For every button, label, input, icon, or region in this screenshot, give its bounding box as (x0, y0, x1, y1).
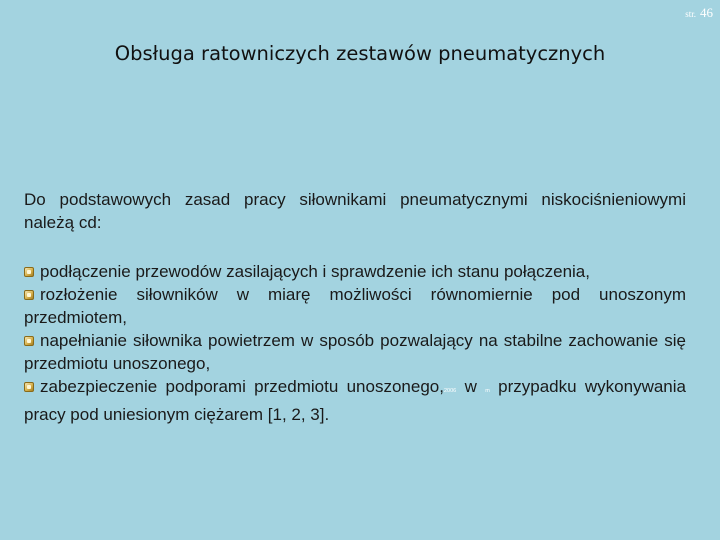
bullet-text: w (464, 377, 477, 396)
watermark-text: m (485, 388, 490, 394)
bullet-text: rozłożenie siłowników w miarę możliwości równomiernie pod unoszonym przedmiotem, (24, 285, 686, 327)
bullet-item (24, 283, 686, 329)
bullet-list (24, 260, 686, 426)
bullet-text: napełnianie siłownika powietrzem w sposób pozwalający na stabilne zachowanie się przedmiotu unoszonego, (24, 331, 686, 373)
bullet-text: przypadku wykonywania pracy pod uniesionym ciężarem [1, 2, 3]. (24, 377, 686, 424)
bullet-item (24, 260, 686, 283)
bullet-item (24, 329, 686, 375)
slide-title: Obsługa ratowniczych zestawów pneumatycznych (114, 42, 606, 65)
bullet-item (24, 375, 686, 426)
bullet-text: podłączenie przewodów zasilających i sprawdzenie ich stanu połączenia, (40, 262, 590, 281)
square-bullet-icon (24, 290, 34, 300)
page-number (685, 4, 713, 22)
bullet-text: zabezpieczenie podporami przedmiotu unoszonego, (40, 377, 444, 396)
page-number-prefix: str. (685, 9, 696, 19)
intro-paragraph: Do podstawowych zasad pracy siłownikami pneumatycznymi niskociśnieniowymi należą cd: (24, 190, 686, 232)
page-number-value: 46 (700, 5, 713, 20)
watermark-text: 2006 (443, 388, 457, 394)
square-bullet-icon (24, 382, 34, 392)
square-bullet-icon (24, 267, 34, 277)
square-bullet-icon (24, 336, 34, 346)
